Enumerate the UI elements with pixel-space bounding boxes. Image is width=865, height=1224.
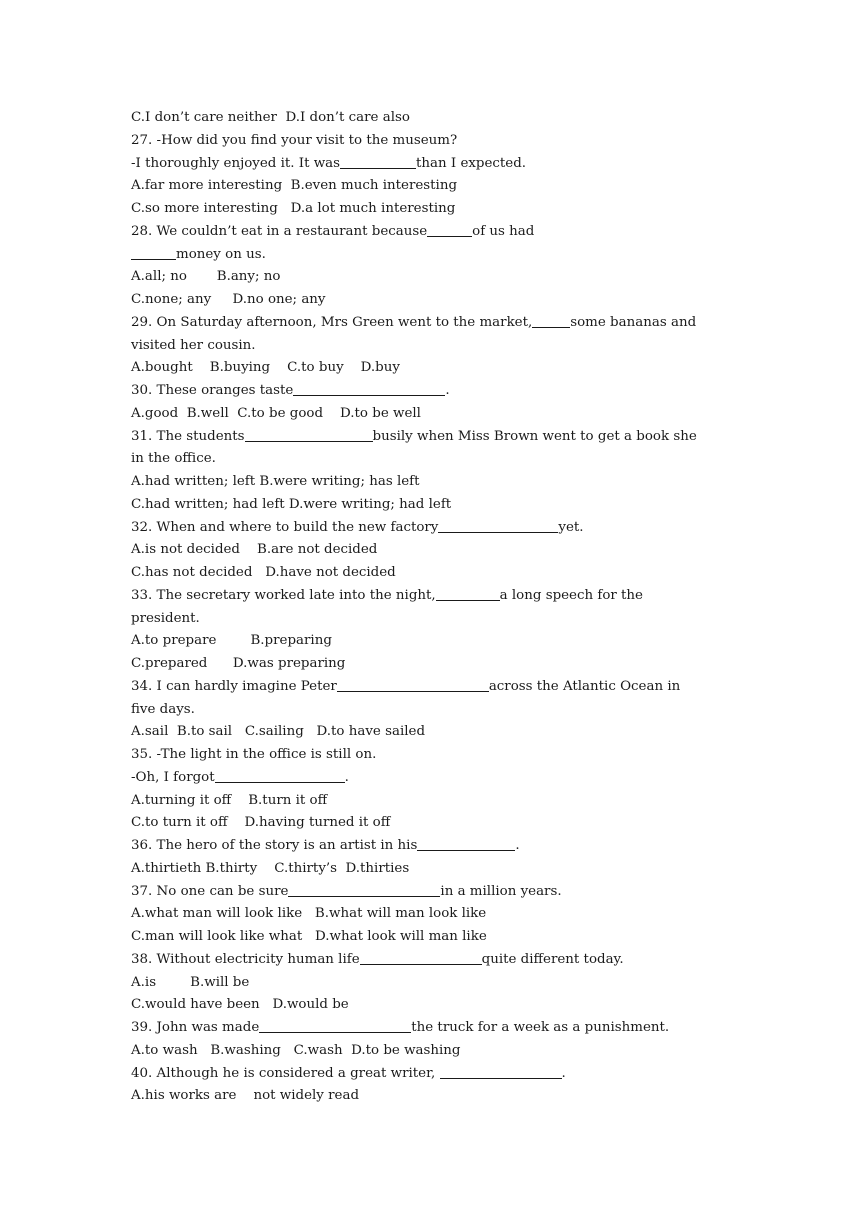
answer-blank	[436, 586, 500, 601]
question-line	[131, 312, 721, 335]
answer-blank	[293, 381, 445, 396]
option-line	[131, 1040, 721, 1063]
question-line	[131, 1063, 721, 1086]
option-line	[131, 790, 721, 813]
option-text: A.to wash B.washing C.wash D.to be washing	[131, 1042, 461, 1058]
question-text: 27. -How did you find your visit to the museum?	[131, 132, 458, 148]
question-text-after-blank: a long speech for the	[499, 587, 643, 603]
option-text: C.has not decided D.have not decided	[131, 565, 396, 580]
option-line	[131, 289, 721, 312]
option-text: A.to prepare B.preparing	[131, 633, 332, 649]
question-text-after-blank: busily when Miss Brown went to get a book she	[372, 428, 697, 444]
question-text-after-blank: .	[445, 383, 450, 398]
option-line	[131, 471, 721, 494]
question-text-before-blank: -I thoroughly enjoyed it. It was	[131, 155, 341, 171]
question-text-before-blank: 31. The students	[131, 428, 245, 444]
option-text: A.is not decided B.are not decided	[131, 542, 378, 558]
question-line	[131, 835, 721, 858]
question-text-after-blank: money on us.	[176, 246, 266, 262]
question-line	[131, 130, 721, 153]
question-text-after-blank: the truck for a week as a punishment.	[411, 1020, 670, 1035]
question-line	[131, 949, 721, 972]
question-text-before-blank: 30. These oranges taste	[131, 383, 294, 398]
question-text: in the office.	[131, 451, 216, 467]
question-line	[131, 881, 721, 904]
option-text: A.bought B.buying C.to buy D.buy	[131, 360, 400, 376]
option-line	[131, 858, 721, 881]
answer-blank	[215, 768, 345, 783]
option-line	[131, 562, 721, 585]
option-line	[131, 903, 721, 926]
question-text-before-blank: 38. Without electricity human life	[131, 951, 360, 967]
option-line	[131, 630, 721, 653]
answer-blank	[340, 154, 416, 169]
question-text-after-blank: in a million years.	[440, 883, 562, 899]
question-text-before-blank: 33. The secretary worked late into the night,	[131, 587, 436, 603]
answer-blank	[427, 222, 472, 237]
question-text-before-blank: 29. On Saturday afternoon, Mrs Green went to the market,	[131, 314, 533, 330]
question-line	[131, 426, 721, 449]
option-text: C.so more interesting D.a lot much interesting	[131, 201, 456, 216]
option-line	[131, 1085, 721, 1108]
answer-blank	[288, 882, 440, 897]
question-line	[131, 585, 721, 608]
option-text: C.man will look like what D.what look will man like	[131, 929, 487, 944]
option-text: A.sail B.to sail C.sailing D.to have sailed	[131, 724, 426, 740]
option-text: A.had written; left B.were writing; has left	[131, 474, 420, 489]
answer-blank	[259, 1018, 411, 1033]
option-line	[131, 812, 721, 835]
question-text-after-blank: .	[561, 1065, 566, 1081]
option-line	[131, 266, 721, 289]
question-line	[131, 767, 721, 790]
option-text: A.thirtieth B.thirty C.thirty’s D.thirties	[131, 860, 410, 876]
question-text: president.	[131, 610, 200, 626]
question-line	[131, 608, 721, 631]
question-line	[131, 448, 721, 471]
question-text-before-blank: 36. The hero of the story is an artist in his	[131, 838, 418, 853]
answer-blank	[131, 245, 176, 260]
exam-page	[131, 107, 721, 1108]
option-line	[131, 721, 721, 744]
question-line	[131, 335, 721, 358]
option-text: A.good B.well C.to be good D.to be well	[131, 405, 421, 421]
option-text: A.far more interesting B.even much interesting	[131, 178, 458, 194]
question-line	[131, 676, 721, 699]
question-text-before-blank: 28. We couldn’t eat in a restaurant because	[131, 223, 428, 239]
answer-blank	[360, 950, 482, 965]
option-line	[131, 175, 721, 198]
option-text: A.what man will look like B.what will man look like	[131, 906, 487, 922]
question-line	[131, 1017, 721, 1040]
option-text: A.his works are not widely read	[131, 1088, 360, 1104]
question-text-before-blank: 40. Although he is considered a great writer,	[131, 1065, 440, 1081]
question-text-before-blank: 37. No one can be sure	[131, 883, 289, 899]
option-text: C.none; any D.no one; any	[131, 292, 326, 307]
question-text: five days.	[131, 701, 195, 717]
option-line	[131, 403, 721, 426]
answer-blank	[440, 1064, 562, 1079]
question-line	[131, 744, 721, 767]
option-text: C.to turn it off D.having turned it off	[131, 815, 391, 831]
question-text-after-blank: .	[515, 838, 520, 853]
option-text: C.I don’t care neither D.I don’t care also	[131, 110, 410, 125]
question-line	[131, 699, 721, 722]
option-line	[131, 926, 721, 949]
question-text-after-blank: yet.	[558, 519, 584, 535]
answer-blank	[532, 313, 570, 328]
question-line	[131, 244, 721, 267]
option-text: C.prepared D.was preparing	[131, 656, 346, 671]
question-line	[131, 221, 721, 244]
option-line	[131, 494, 721, 517]
question-text: 35. -The light in the office is still on.	[131, 747, 377, 762]
option-line	[131, 357, 721, 380]
option-line	[131, 653, 721, 676]
question-text-after-blank: than I expected.	[416, 155, 527, 171]
option-text: C.had written; had left D.were writing; had left	[131, 496, 452, 512]
option-line	[131, 107, 721, 130]
question-text-after-blank: across the Atlantic Ocean in	[488, 678, 681, 694]
option-text: C.would have been D.would be	[131, 997, 349, 1013]
question-text-after-blank: quite different today.	[481, 951, 624, 967]
answer-blank	[438, 518, 558, 533]
question-text-before-blank: 32. When and where to build the new factory	[131, 519, 439, 535]
question-line	[131, 517, 721, 540]
question-line	[131, 380, 721, 403]
question-line	[131, 153, 721, 176]
option-line	[131, 539, 721, 562]
option-line	[131, 972, 721, 995]
question-text-before-blank: -Oh, I forgot	[131, 769, 215, 785]
option-text: A.all; no B.any; no	[131, 269, 281, 285]
answer-blank	[337, 677, 489, 692]
question-text: visited her cousin.	[131, 337, 256, 353]
question-text-before-blank: 39. John was made	[131, 1020, 260, 1035]
option-line	[131, 994, 721, 1017]
question-text-after-blank: of us had	[472, 223, 535, 239]
option-text: A.is B.will be	[131, 974, 250, 990]
answer-blank	[417, 836, 515, 851]
question-text-after-blank: some bananas and	[570, 314, 697, 330]
answer-blank	[245, 427, 373, 442]
option-line	[131, 198, 721, 221]
question-text-after-blank: .	[344, 769, 349, 785]
option-text: A.turning it off B.turn it off	[131, 792, 328, 808]
question-text-before-blank: 34. I can hardly imagine Peter	[131, 678, 337, 694]
